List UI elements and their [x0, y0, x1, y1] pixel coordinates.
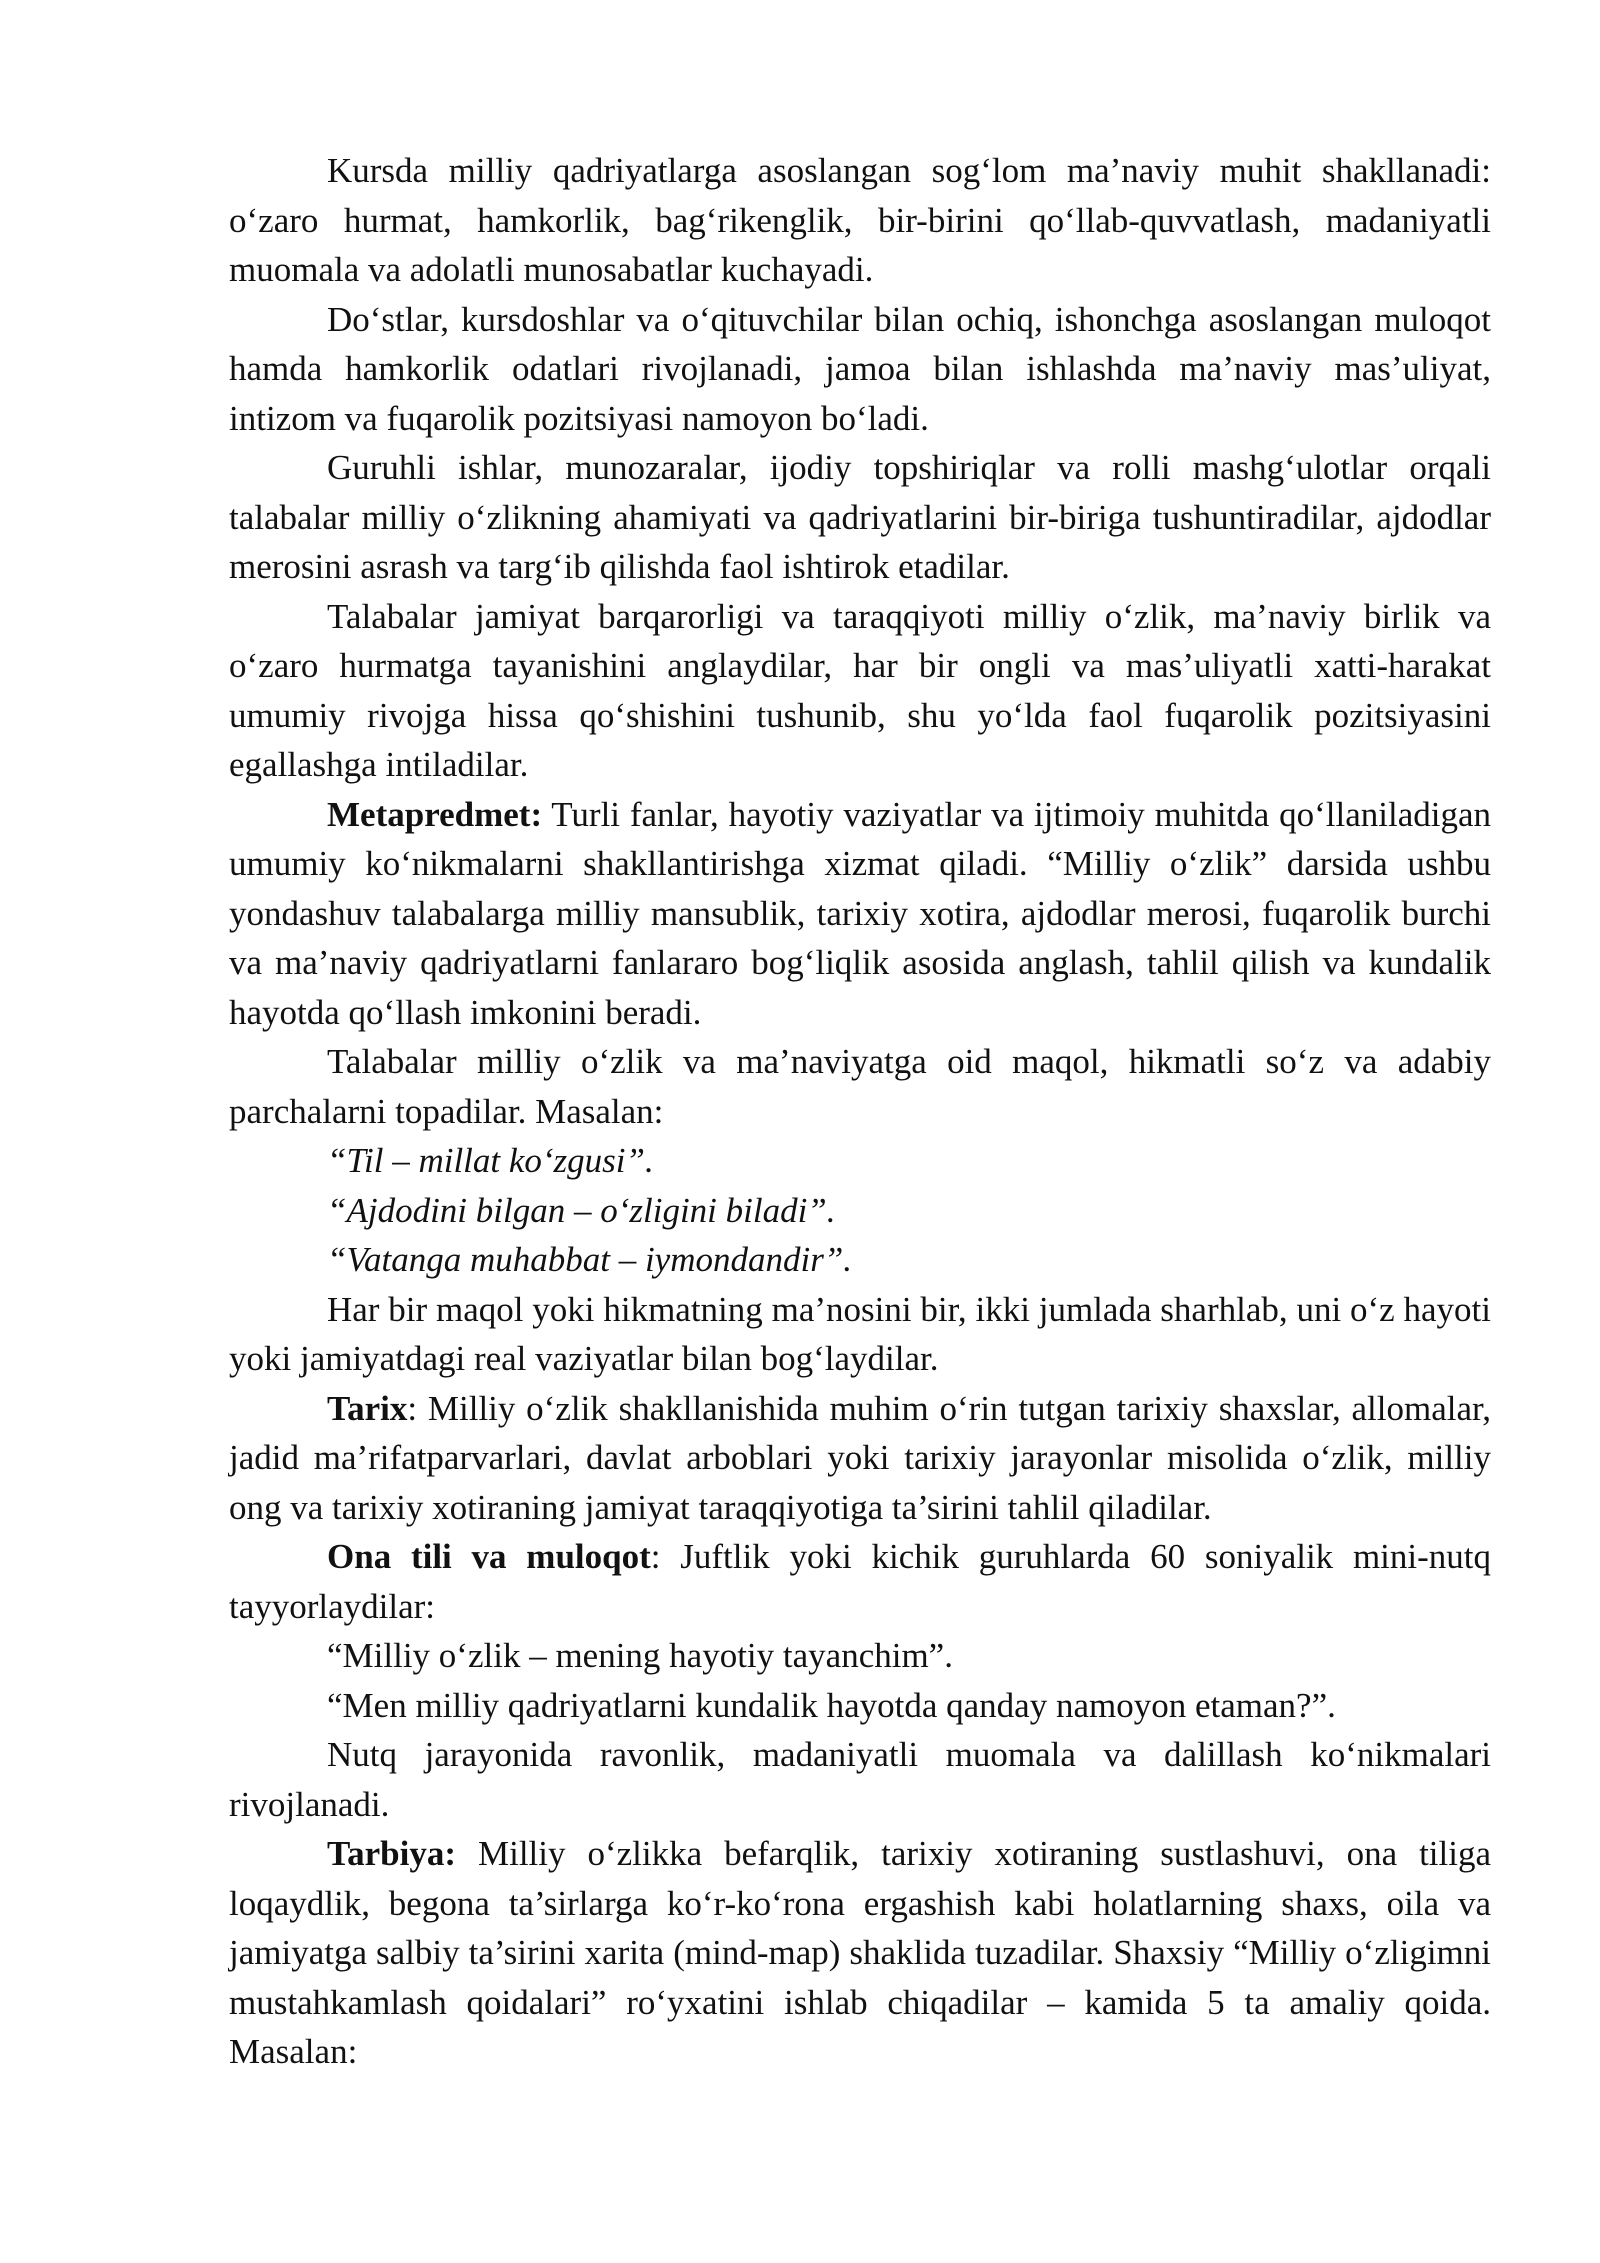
upbringing-text: Milliy o‘zlikka befarqlik, tarixiy xotiraning sustlashuvi, ona tiliga loqaydlik, begona ta’sirlarga ko‘r-ko‘rona ergashish kabi holatlarning shaxs, oila va jamiyatga salbiy ta’sirini xarita (mind-map) shaklida tuzadilar. Shaxsiy “Milliy o‘zligimni mustahkamlash qoidalari” ro‘yxatini ishlab chiqadilar – kamida 5 ta amaliy qoida. Masalan: [229, 1834, 1491, 2071]
metapredmet-heading: Metapredmet: [327, 794, 543, 834]
paragraph-native-language [229, 1532, 1491, 1631]
native-language-text: : Juftlik yoki kichik guruhlarda 60 soniyalik mini-nutq tayyorlaydilar: [229, 1537, 1491, 1626]
paragraph-proverbs-intro: Talabalar milliy o‘zlik va ma’naviyatga oid maqol, hikmatli so‘z va adabiy parchalarni topadilar. Masalan: [229, 1042, 1491, 1131]
paragraph-proverb-explanation: Har bir maqol yoki hikmatning ma’nosini bir, ikki jumlada sharhlab, uni o‘z hayoti yoki jamiyatdagi real vaziyatlar bilan bog‘laydilar. [229, 1289, 1491, 1378]
paragraph-history [229, 1384, 1491, 1533]
speech-topic-2: “Men milliy qadriyatlarni kundalik hayotda qanday namoyon etaman?”. [327, 1685, 1336, 1725]
history-heading: Tarix [327, 1388, 408, 1428]
document-body [229, 146, 1491, 2077]
proverb-quote-1: “Til – millat ko‘zgusi”. [327, 1141, 654, 1180]
paragraph-metapredmet [229, 790, 1491, 1038]
paragraph-moral-environment: Kursda milliy qadriyatlarga asoslangan sog‘lom ma’naviy muhit shakllanadi: o‘zaro hurmat, hamkorlik, bag‘rikenglik, bir-birini qo‘llab-quvvatlash, madaniyatli muomala va adolatli munosabatlar kuchayadi. [229, 151, 1491, 289]
paragraph-communication-habits: Do‘stlar, kursdoshlar va o‘qituvchilar bilan ochiq, ishonchga asoslangan muloqot hamda hamkorlik odatlari rivojlanadi, jamoa bilan ishlashda ma’naviy mas’uliyat, intizom va fuqarolik pozitsiyasi namoyon bo‘ladi. [229, 299, 1491, 438]
speech-topic-1: “Milliy o‘zlik – mening hayotiy tayanchim”. [327, 1636, 953, 1675]
proverb-quote-2: “Ajdodini bilgan – o‘zligini biladi”. [327, 1190, 836, 1230]
paragraph-upbringing [229, 1829, 1491, 2077]
upbringing-heading: Tarbiya: [327, 1834, 457, 1873]
paragraph-group-work: Guruhli ishlar, munozaralar, ijodiy topshiriqlar va rolli mashg‘ulotlar orqali talabalar milliy o‘zlikning ahamiyati va qadriyatlarini bir-biriga tushuntiradilar, ajdodlar merosini asrash va targ‘ib qilishda faol ishtirok etadilar. [229, 448, 1491, 586]
native-language-heading: Ona tili va muloqot [327, 1537, 651, 1576]
history-text: : Milliy o‘zlik shakllanishida muhim o‘rin tutgan tarixiy shaxslar, allomalar, jadid ma’rifatparvarlari, davlat arboblari yoki tarixiy jarayonlar misolida o‘zlik, milliy ong va tarixiy xotiraning jamiyat taraqqiyotiga ta’sirini tahlil qiladilar. [229, 1388, 1491, 1527]
metapredmet-text: Turli fanlar, hayotiy vaziyatlar va ijtimoiy muhitda qo‘llaniladigan umumiy ko‘nikmalarni shakllantirishga xizmat qiladi. “Milliy o‘zlik” darsida ushbu yondashuv talabalarga milliy mansublik, tarixiy xotira, ajdodlar merosi, fuqarolik burchi va ma’naviy qadriyatlarni fanlararo bog‘liqlik asosida anglash, tahlil qilish va kundalik hayotda qo‘llash imkonini beradi. [229, 794, 1491, 1032]
proverb-quote-3: “Vatanga muhabbat – iymondandir”. [327, 1240, 853, 1279]
paragraph-speech-skills: Nutq jarayonida ravonlik, madaniyatli muomala va dalillash ko‘nikmalari rivojlanadi. [229, 1735, 1491, 1824]
paragraph-social-stability: Talabalar jamiyat barqarorligi va taraqqiyoti milliy o‘zlik, ma’naviy birlik va o‘zaro hurmatga tayanishini anglaydilar, har bir ongli va mas’uliyatli xatti-harakat umumiy rivojga hissa qo‘shishini tushunib, shu yo‘lda faol fuqarolik pozitsiyasini egallashga intiladilar. [229, 596, 1491, 784]
